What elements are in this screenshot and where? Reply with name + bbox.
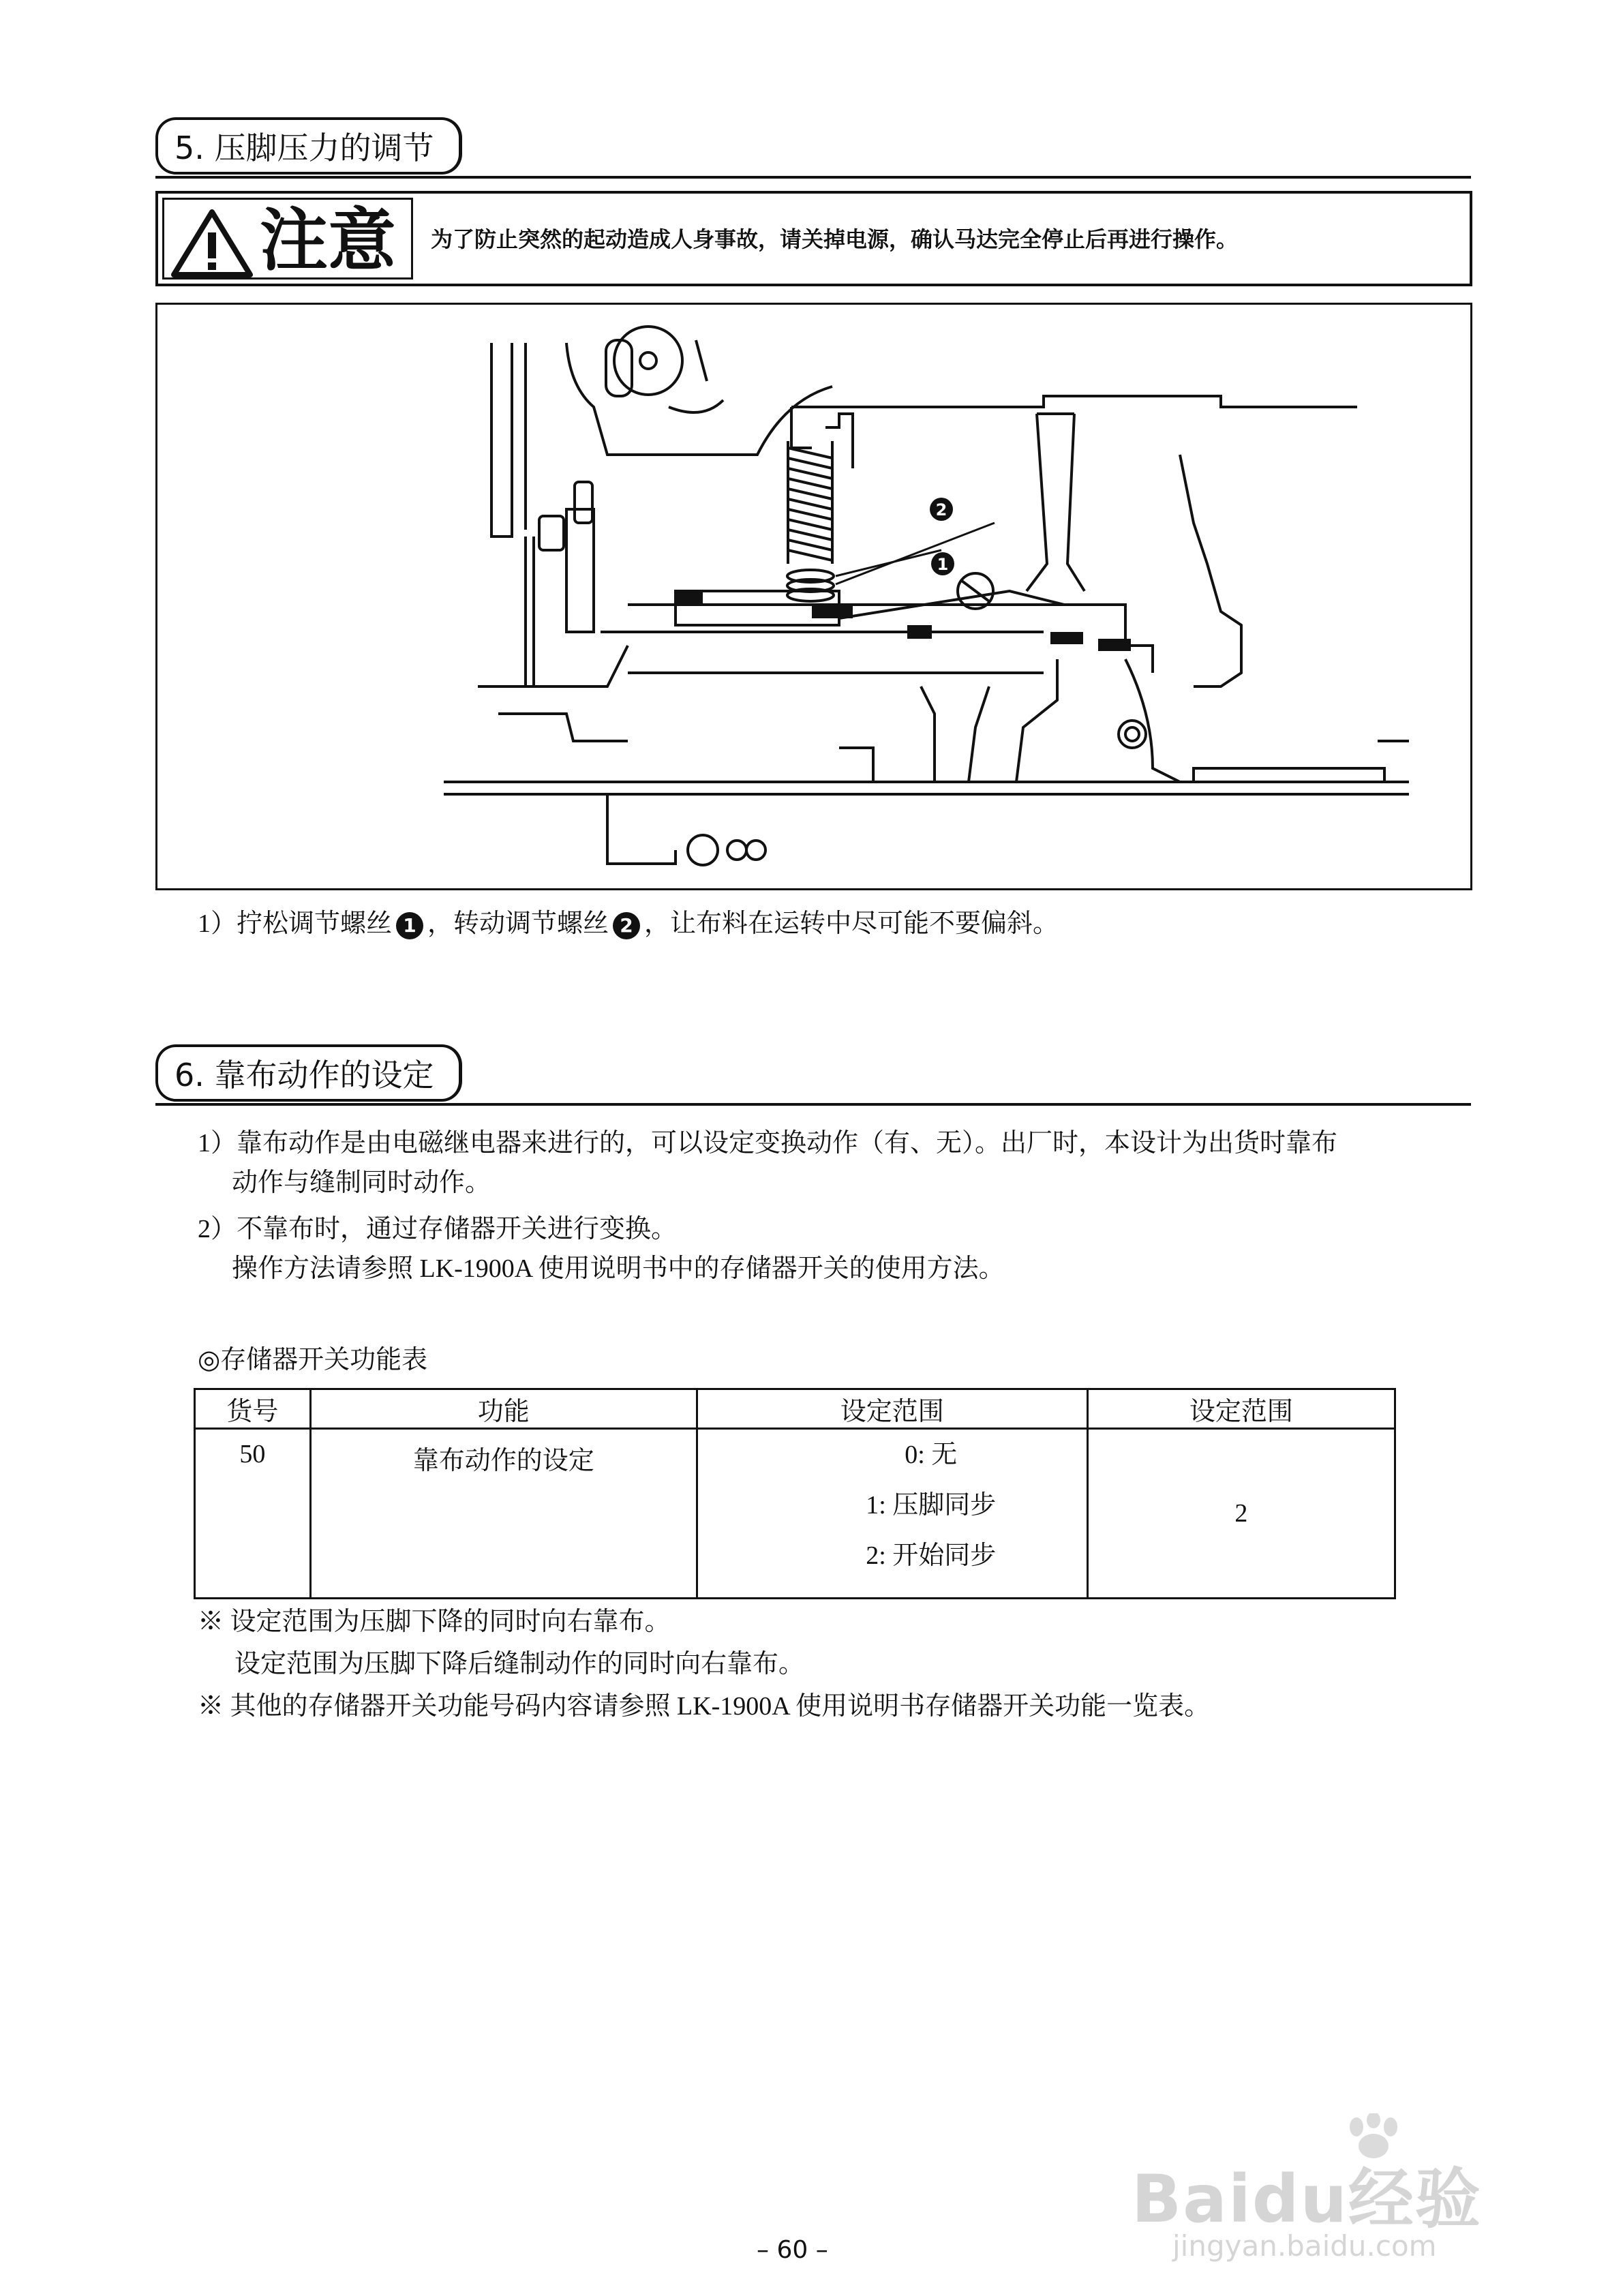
callout-2-icon: 2 [613, 912, 640, 939]
cell-function: 靠布动作的设定 [310, 1429, 697, 1599]
mechanism-drawing [157, 305, 1470, 888]
baidu-watermark [1132, 2113, 1568, 2263]
watermark-url: jingyan.baidu.com [1172, 2229, 1437, 2263]
note-2: ※ 其他的存储器开关功能号码内容请参照 LK-1900A 使用说明书存储器开关功能一览表。 [198, 1692, 1211, 1721]
option-2: 2: 开始同步 [866, 1541, 997, 1570]
table-header-row [195, 1389, 1395, 1429]
section-6-rule [155, 1103, 1471, 1106]
cell-options [697, 1429, 1087, 1599]
section-5-title: 5. 压脚压力的调节 [155, 117, 462, 175]
page-number: – 60 – [757, 2236, 828, 2264]
cell-default: 2 [1087, 1429, 1395, 1599]
step-5-1-part-a: 1）拧松调节螺丝 [198, 909, 393, 938]
caution-label [162, 198, 413, 280]
caution-word: 注意 [260, 200, 396, 280]
section-5-heading [155, 117, 1471, 179]
step-6-1-line-2: 动作与缝制同时动作。 [232, 1168, 491, 1197]
note-1b: 设定范围为压脚下降后缝制动作的同时向右靠布。 [234, 1650, 805, 1678]
header-range: 设定范围 [697, 1389, 1087, 1429]
warning-triangle-icon [170, 208, 254, 279]
section-5-rule [155, 176, 1471, 179]
step-5-1 [198, 904, 1059, 943]
caution-text: 为了防止突然的起动造成人身事故，请关掉电源，确认马达完全停止后再进行操作。 [431, 226, 1239, 252]
note-1a: ※ 设定范围为压脚下降的同时向右靠布。 [198, 1607, 671, 1636]
memory-switch-table [194, 1388, 1396, 1599]
step-5-1-part-c: ，让布料在运转中尽可能不要偏斜。 [644, 909, 1059, 938]
step-6-2-line-1: 2）不靠布时，通过存储器开关进行变换。 [198, 1215, 678, 1243]
header-function: 功能 [310, 1389, 697, 1429]
table-row [195, 1429, 1395, 1599]
step-6-2-line-2: 操作方法请参照 LK-1900A 使用说明书中的存储器开关的使用方法。 [232, 1254, 1005, 1283]
section-6-title: 6. 靠布动作的设定 [155, 1044, 462, 1102]
callout-2-label: 2 [935, 500, 947, 519]
cell-no: 50 [195, 1429, 311, 1599]
option-1: 1: 压脚同步 [866, 1491, 997, 1520]
header-no: 货号 [195, 1389, 311, 1429]
step-5-1-part-b: ，转动调节螺丝 [427, 909, 609, 938]
table-caption: ◎存储器开关功能表 [198, 1346, 428, 1374]
presser-foot-diagram [155, 303, 1472, 890]
step-6-1-line-1: 1）靠布动作是由电磁继电器来进行的，可以设定变换动作（有、无）。出厂时，本设计为出货时靠布 [198, 1129, 1338, 1158]
option-0: 0: 无 [905, 1440, 958, 1469]
callout-1-icon: 1 [396, 912, 423, 939]
header-default: 设定范围 [1087, 1389, 1395, 1429]
watermark-title: Baidu经验 [1132, 2161, 1482, 2237]
callout-1-label: 1 [937, 555, 949, 574]
section-6-heading [155, 1044, 1471, 1106]
caution-box [155, 191, 1472, 286]
